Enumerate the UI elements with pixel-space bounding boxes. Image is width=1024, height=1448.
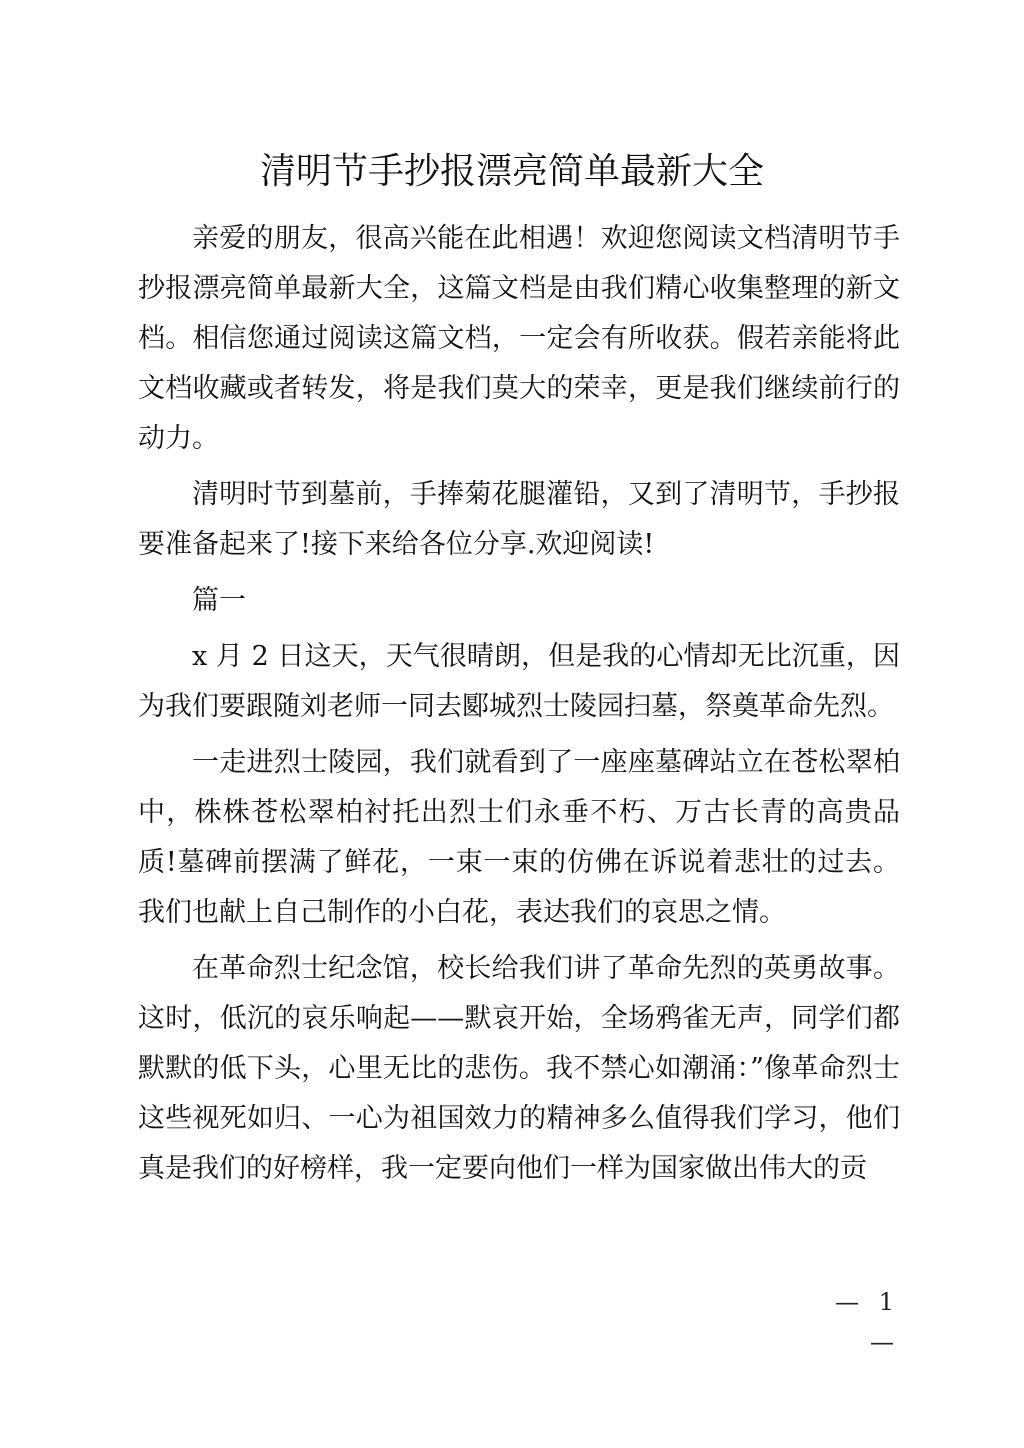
paragraph-memorial-hall: 在革命烈士纪念馆，校长给我们讲了革命先烈的英勇故事。这时，低沉的哀乐响起——默哀开始，全场鸦雀无声，同学们都默默的低下头，心里无比的悲伤。我不禁心如潮涌：”像革命烈士这些视死如归、一心为祖国效力的精神多么值得我们学习，他们真是我们的好榜样，我一定要向他们一样为国家做出伟大的贡 [138, 953, 900, 1184]
paragraph-qingming: 清明时节到墓前，手捧菊花腿灌铅，又到了清明节，手抄报要准备起来了!接下来给各位分享.欢迎阅读! [138, 479, 900, 560]
paragraph-cemetery: 一走进烈士陵园，我们就看到了一座座墓碑站立在苍松翠柏中，株株苍松翠柏衬托出烈士们永垂不朽、万古长青的高贵品质!墓碑前摆满了鲜花，一束一束的仿佛在诉说着悲壮的过去。我们也献上自己制作的小白花，表达我们的哀思之情。 [138, 747, 900, 928]
document-body [138, 214, 900, 1200]
section-heading: 篇一 [192, 585, 246, 616]
paragraph-intro: 亲爱的朋友，很高兴能在此相遇！欢迎您阅读文档清明节手抄报漂亮简单最新大全，这篇文档是由我们精心收集整理的新文档。相信您通过阅读这篇文档，一定会有所收获。假若亲能将此文档收藏或者转发，将是我们莫大的荣幸，更是我们继续前行的动力。 [138, 223, 900, 454]
page-number: — 1 — [835, 1288, 900, 1356]
document-title: 清明节手抄报漂亮简单最新大全 [259, 151, 764, 192]
paragraph-date: x 月 2 日这天，天气很晴朗，但是我的心情却无比沉重，因为我们要跟随刘老师一同去郾城烈士陵园扫墓，祭奠革命先烈。 [138, 641, 900, 722]
